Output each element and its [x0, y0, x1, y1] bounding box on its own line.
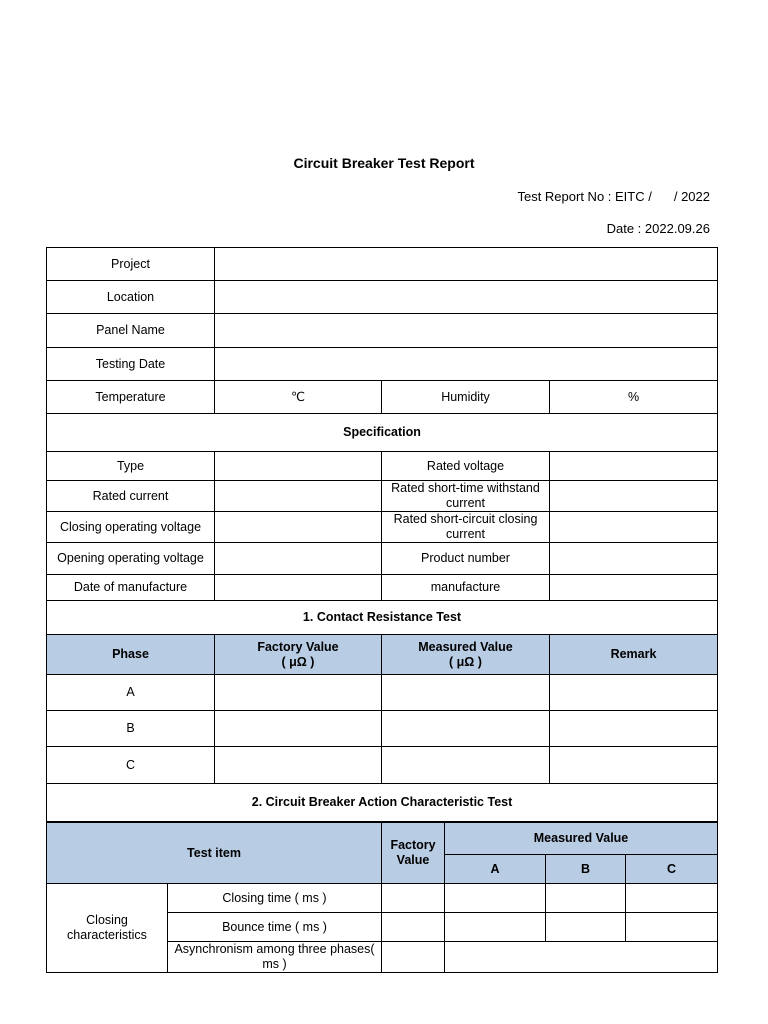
closing-voltage-label: Closing operating voltage	[47, 512, 215, 543]
humidity-label: Humidity	[382, 381, 550, 414]
panel-name-label: Panel Name	[47, 314, 215, 348]
panel-name-value[interactable]	[215, 314, 718, 348]
phase-c-remark[interactable]	[550, 747, 718, 784]
phase-c-measured[interactable]	[382, 747, 550, 784]
manufacture-value[interactable]	[550, 575, 718, 601]
bounce-time-factory[interactable]	[382, 913, 445, 942]
bounce-time-a[interactable]	[445, 913, 546, 942]
phase-c-label: C	[47, 747, 215, 784]
report-table-main	[46, 247, 718, 822]
closing-voltage-value[interactable]	[215, 512, 382, 543]
table-row	[47, 675, 718, 711]
report-date-label: Date :	[606, 221, 642, 236]
action-test-table	[46, 822, 718, 973]
type-value[interactable]	[215, 452, 382, 481]
table-row	[47, 711, 718, 747]
rated-short-time-value[interactable]	[550, 481, 718, 512]
temperature-label: Temperature	[47, 381, 215, 414]
col-factory-value-header: Factory Value	[382, 823, 445, 884]
asynchronism-factory[interactable]	[382, 942, 445, 973]
location-label: Location	[47, 281, 215, 314]
closing-time-factory[interactable]	[382, 884, 445, 913]
rated-current-label: Rated current	[47, 481, 215, 512]
phase-c-factory[interactable]	[215, 747, 382, 784]
col-phase-b-header: B	[546, 855, 626, 884]
rated-short-circuit-label: Rated short-circuit closing current	[382, 512, 550, 543]
col-phase-a-header: A	[445, 855, 546, 884]
rated-voltage-value[interactable]	[550, 452, 718, 481]
phase-b-label: B	[47, 711, 215, 747]
col-phase-header: Phase	[47, 635, 215, 675]
report-date-value: 2022.09.26	[644, 221, 710, 236]
col-remark-header: Remark	[550, 635, 718, 675]
asynchronism-label: Asynchronism among three phases( ms )	[168, 942, 382, 973]
closing-time-label: Closing time ( ms )	[168, 884, 382, 913]
bounce-time-label: Bounce time ( ms )	[168, 913, 382, 942]
report-number-year: / 2022	[673, 189, 710, 204]
measured-value-unit: ( μΩ )	[449, 654, 482, 669]
action-test-heading: 2. Circuit Breaker Action Characteristic Test	[47, 784, 718, 822]
report-title: Circuit Breaker Test Report	[293, 155, 475, 171]
closing-time-a[interactable]	[445, 884, 546, 913]
col-phase-c-header: C	[626, 855, 718, 884]
product-number-label: Product number	[382, 543, 550, 575]
col-factory-value-header	[215, 635, 382, 675]
table-row	[47, 884, 718, 913]
report-date	[607, 221, 710, 236]
rated-short-time-label: Rated short-time withstand current	[382, 481, 550, 512]
closing-time-b[interactable]	[546, 884, 626, 913]
bounce-time-b[interactable]	[546, 913, 626, 942]
rated-voltage-label: Rated voltage	[382, 452, 550, 481]
product-number-value[interactable]	[550, 543, 718, 575]
bounce-time-c[interactable]	[626, 913, 718, 942]
temperature-value[interactable]: ℃	[215, 381, 382, 414]
col-test-item-header: Test item	[47, 823, 382, 884]
report-number	[517, 189, 710, 204]
testing-date-value[interactable]	[215, 348, 718, 381]
closing-time-c[interactable]	[626, 884, 718, 913]
rated-current-value[interactable]	[215, 481, 382, 512]
type-label: Type	[47, 452, 215, 481]
table-row	[47, 747, 718, 784]
phase-b-remark[interactable]	[550, 711, 718, 747]
rated-short-circuit-value[interactable]	[550, 512, 718, 543]
testing-date-label: Testing Date	[47, 348, 215, 381]
opening-voltage-label: Opening operating voltage	[47, 543, 215, 575]
col-measured-value-header	[382, 635, 550, 675]
phase-a-factory[interactable]	[215, 675, 382, 711]
measured-value-label: Measured Value	[418, 639, 513, 654]
asynchronism-measured[interactable]	[445, 942, 718, 973]
project-label: Project	[47, 248, 215, 281]
phase-b-factory[interactable]	[215, 711, 382, 747]
manufacture-label: manufacture	[382, 575, 550, 601]
date-of-manufacture-value[interactable]	[215, 575, 382, 601]
phase-a-measured[interactable]	[382, 675, 550, 711]
contact-resistance-heading: 1. Contact Resistance Test	[47, 601, 718, 635]
opening-voltage-value[interactable]	[215, 543, 382, 575]
specification-heading: Specification	[47, 414, 718, 452]
phase-a-label: A	[47, 675, 215, 711]
location-value[interactable]	[215, 281, 718, 314]
report-number-label: Test Report No : EITC /	[517, 189, 652, 204]
factory-value-unit: ( μΩ )	[281, 654, 315, 669]
factory-value-label: Factory Value	[257, 639, 339, 654]
col-measured-value-header: Measured Value	[445, 823, 718, 855]
project-value[interactable]	[215, 248, 718, 281]
closing-characteristics-label: Closing characteristics	[47, 884, 168, 973]
phase-a-remark[interactable]	[550, 675, 718, 711]
humidity-value[interactable]: %	[550, 381, 718, 414]
phase-b-measured[interactable]	[382, 711, 550, 747]
date-of-manufacture-label: Date of manufacture	[47, 575, 215, 601]
